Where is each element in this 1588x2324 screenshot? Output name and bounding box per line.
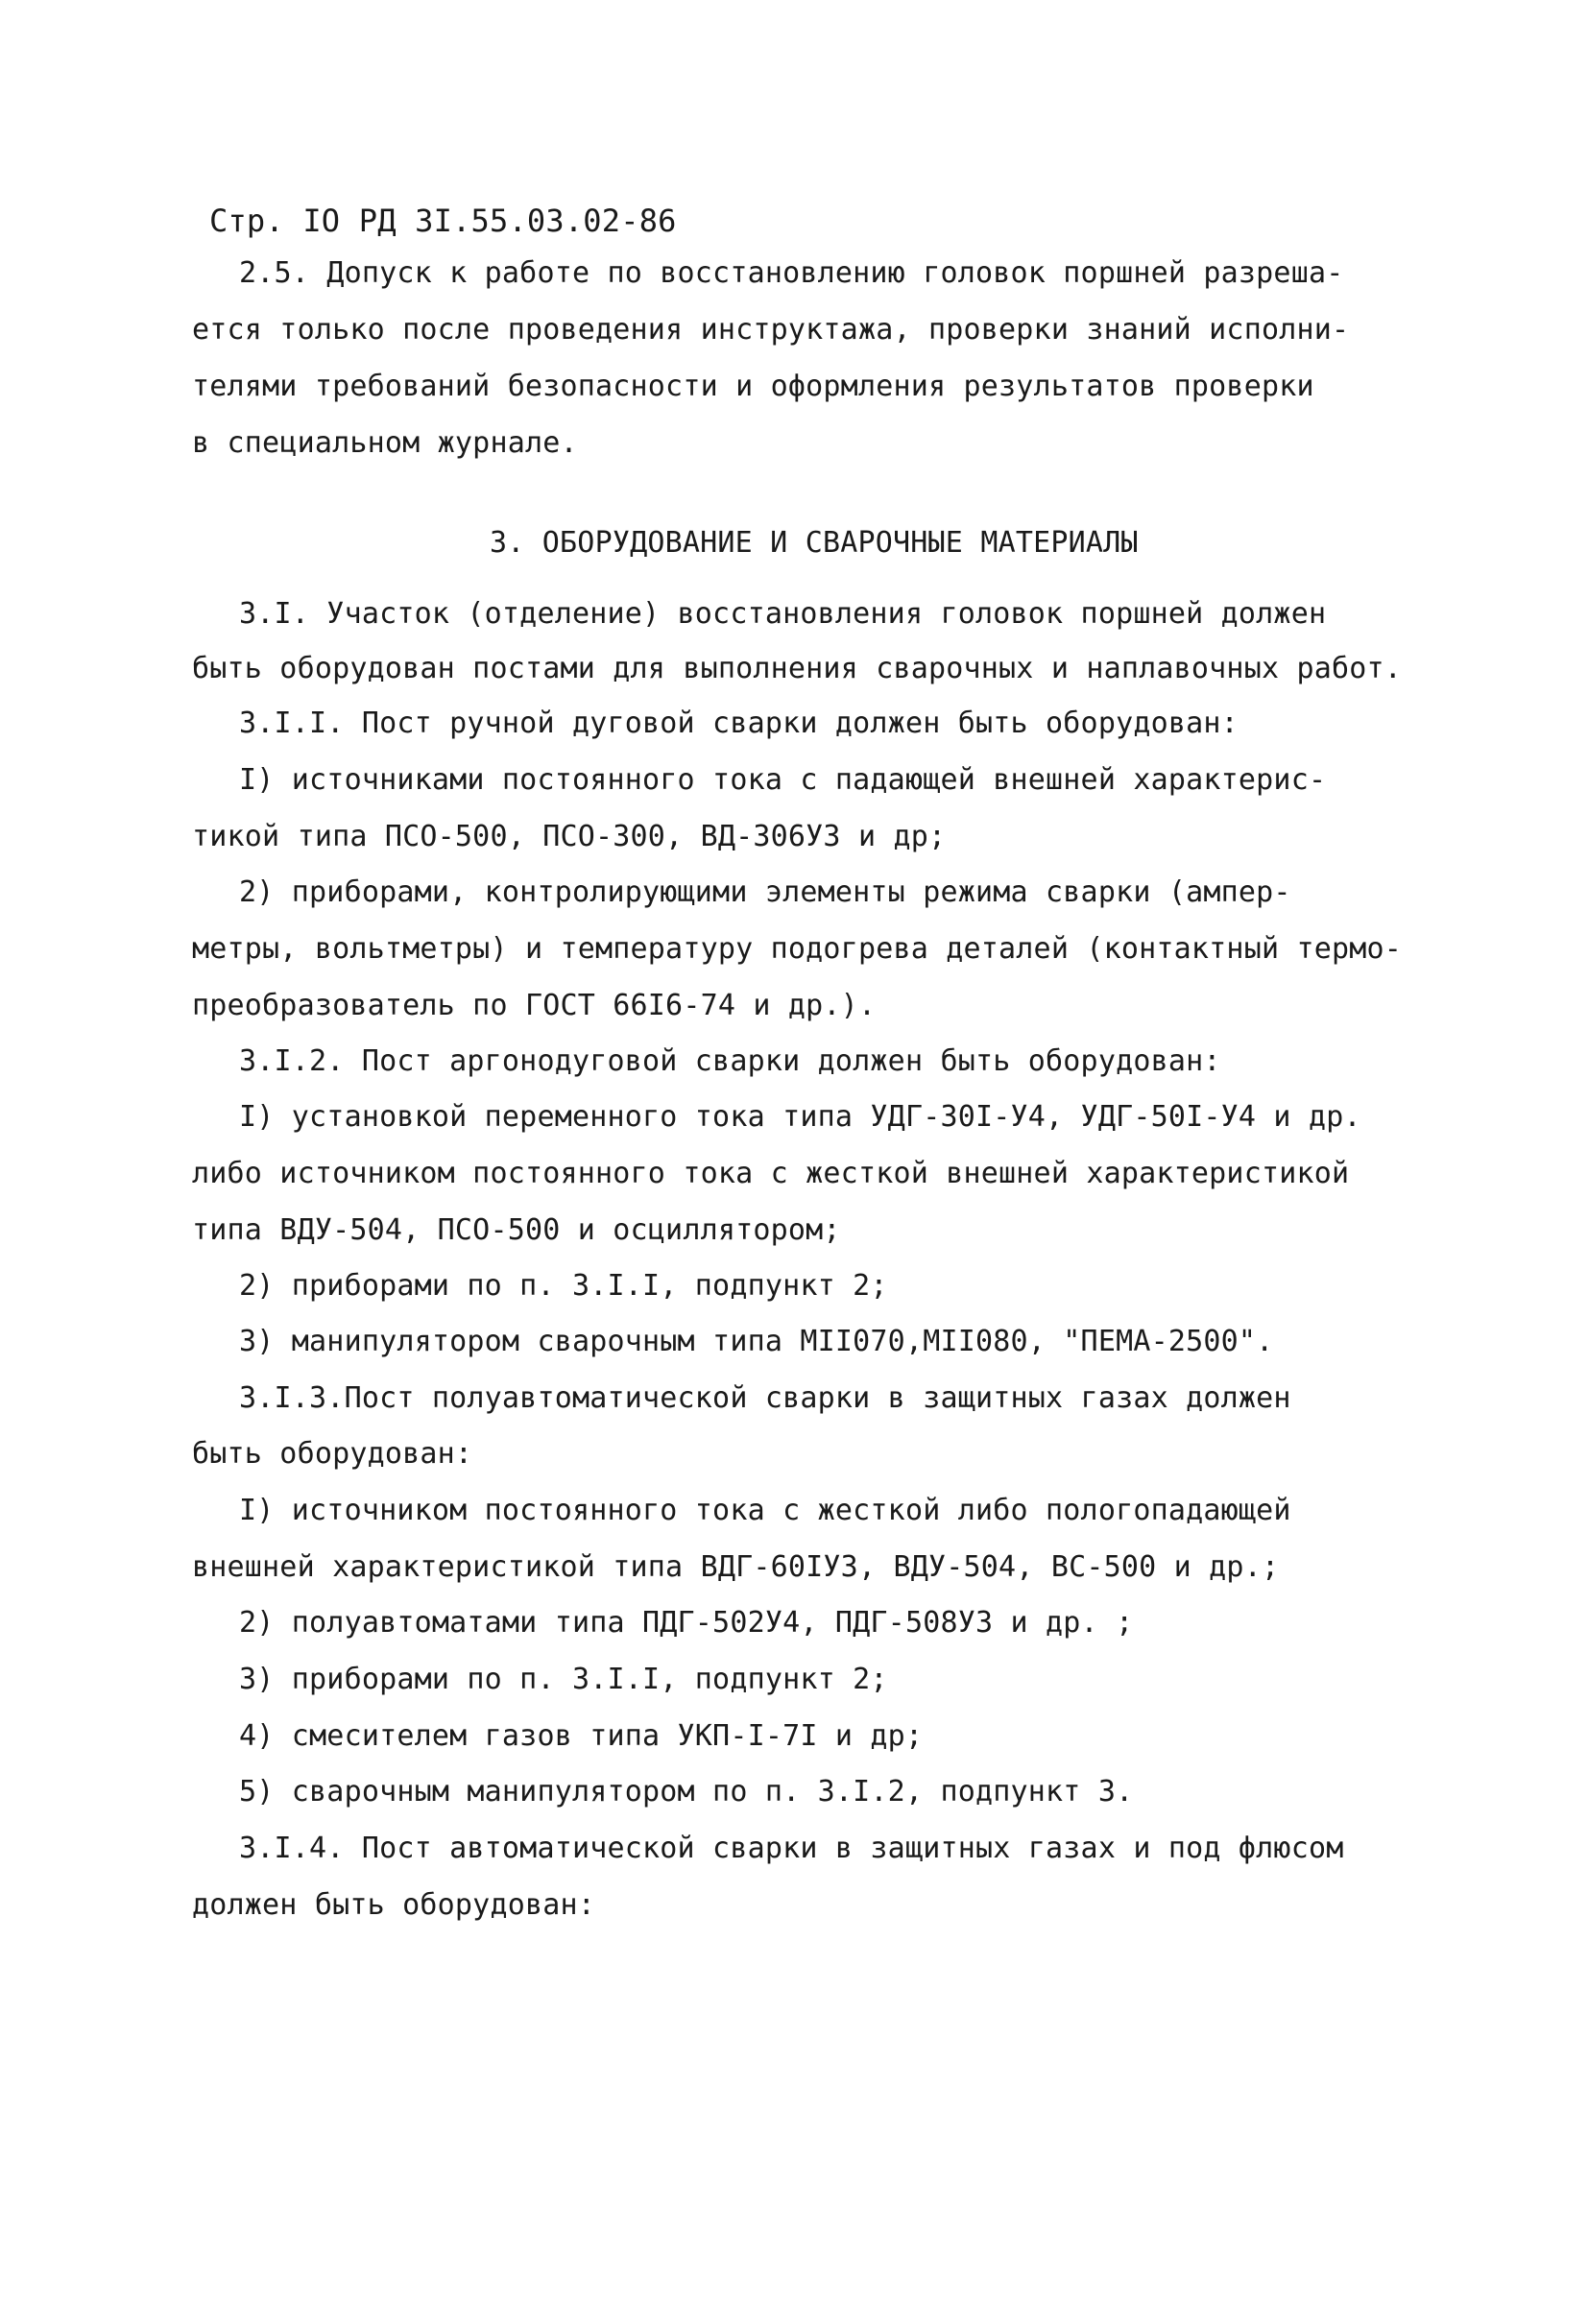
body-line: I) источником постоянного тока с жесткой либо пологопадающей: [239, 1494, 1291, 1527]
body-line: 2) полуавтоматами типа ПДГ-502У4, ПДГ-508УЗ и др. ;: [239, 1606, 1134, 1640]
body-line: тикой типа ПСО-500, ПСО-300, ВД-306УЗ и др;: [192, 820, 947, 853]
body-line: 2) приборами, контролирующими элементы режима сварки (ампер-: [239, 875, 1291, 909]
body-line: преобразователь по ГОСТ 66I6-74 и др.).: [192, 989, 877, 1022]
body-line: либо источником постоянного тока с жесткой внешней характеристикой: [192, 1157, 1350, 1190]
body-line: 3.I.I. Пост ручной дуговой сварки должен быть оборудован:: [239, 707, 1239, 740]
body-line: 4) смесителем газов типа УКП-I-7I и др;: [239, 1719, 924, 1753]
body-line: 3) манипулятором сварочным типа МII070,МII080, "ПЕМА-2500".: [239, 1325, 1274, 1358]
paragraph-2-5-line: ется только после проведения инструктажа, проверки знаний исполни-: [192, 313, 1350, 347]
section-heading: 3. ОБОРУДОВАНИЕ И СВАРОЧНЫЕ МАТЕРИАЛЫ: [490, 526, 1139, 560]
paragraph-2-5-line: 2.5. Допуск к работе по восстановлению головок поршней разреша-: [239, 256, 1344, 290]
paragraph-2-5-line: телями требований безопасности и оформления результатов проверки: [192, 370, 1314, 403]
body-line: внешней характеристикой типа ВДГ-60IУЗ, ВДУ-504, ВС-500 и др.;: [192, 1550, 1280, 1584]
body-line: 3) приборами по п. 3.I.I, подпункт 2;: [239, 1663, 888, 1696]
body-line: быть оборудован:: [192, 1437, 473, 1471]
body-line: метры, вольтметры) и температуру подогрева деталей (контактный термо-: [192, 932, 1403, 966]
body-line: должен быть оборудован:: [192, 1888, 596, 1922]
body-line: I) установкой переменного тока типа УДГ-30I-У4, УДГ-50I-У4 и др.: [239, 1100, 1361, 1134]
body-line: 3.I. Участок (отделение) восстановления головок поршней должен: [239, 597, 1327, 631]
body-line: типа ВДУ-504, ПСО-500 и осциллятором;: [192, 1213, 841, 1247]
body-line: I) источниками постоянного тока с падающей внешней характерис-: [239, 763, 1327, 797]
body-line: 3.I.2. Пост аргонодуговой сварки должен быть оборудован:: [239, 1044, 1221, 1078]
body-line: 5) сварочным манипулятором по п. 3.I.2, подпункт 3.: [239, 1775, 1134, 1809]
page-header: Стр. IO РД 3I.55.03.02-86: [209, 203, 677, 239]
body-line: быть оборудован постами для выполнения сварочных и наплавочных работ.: [192, 652, 1403, 685]
paragraph-2-5-line: в специальном журнале.: [192, 426, 578, 460]
body-line: 2) приборами по п. 3.I.I, подпункт 2;: [239, 1269, 888, 1303]
body-line: 3.I.4. Пост автоматической сварки в защитных газах и под флюсом: [239, 1832, 1344, 1865]
body-line: 3.I.3.Пост полуавтоматической сварки в защитных газах должен: [239, 1381, 1291, 1415]
